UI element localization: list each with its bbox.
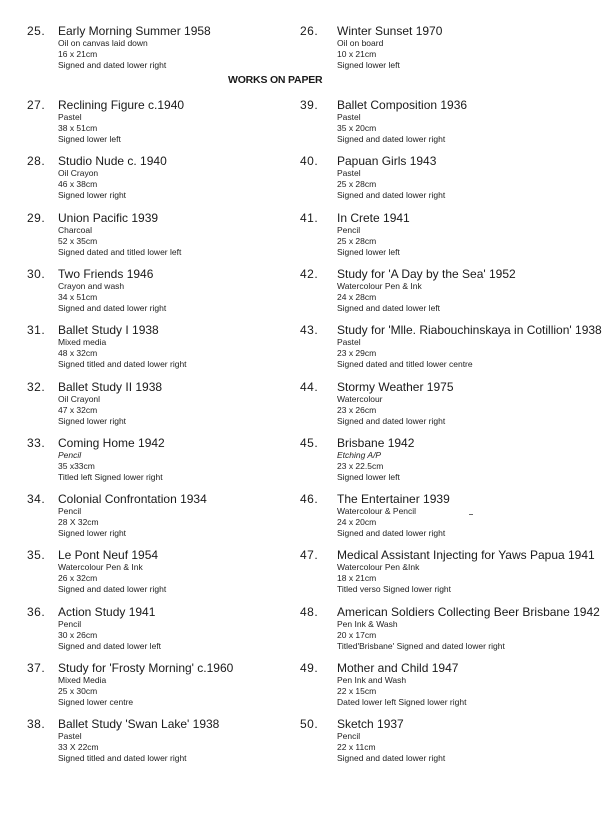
entry-title: Ballet Study II 1938 bbox=[58, 380, 163, 394]
entry-details bbox=[58, 98, 184, 145]
entry-details bbox=[337, 492, 450, 539]
entry-details bbox=[337, 211, 410, 258]
entry-size: 35 x 20cm bbox=[337, 123, 377, 133]
entry-medium: Etching A/P bbox=[337, 450, 382, 460]
entry-number: 33. bbox=[27, 436, 46, 450]
entry-medium: Pencil bbox=[337, 731, 361, 741]
entry-title: Colonial Confrontation 1934 bbox=[58, 492, 207, 506]
entry-inscription: Signed titled and dated lower right bbox=[58, 359, 187, 369]
entry-title: Sketch 1937 bbox=[337, 717, 404, 731]
entry-inscription: Signed lower left bbox=[337, 247, 400, 257]
entry-size: 26 x 32cm bbox=[58, 573, 98, 583]
entry-title: Winter Sunset 1970 bbox=[337, 24, 443, 38]
entry-size: 16 x 21cm bbox=[58, 49, 98, 59]
entry-title: In Crete 1941 bbox=[337, 211, 410, 225]
entry-number: 42. bbox=[300, 267, 319, 281]
entry-title: Ballet Study 'Swan Lake' 1938 bbox=[58, 717, 220, 731]
entry-medium: Pastel bbox=[337, 168, 361, 178]
entry-size: 20 x 17cm bbox=[337, 630, 377, 640]
entry-medium: Oil Crayonl bbox=[58, 394, 101, 404]
entry-title: Ballet Study I 1938 bbox=[58, 323, 159, 337]
entry-size: 18 x 21cm bbox=[337, 573, 377, 583]
section-heading: WORKS ON PAPER bbox=[228, 74, 323, 86]
entry-title: American Soldiers Collecting Beer Brisbane 1942 bbox=[337, 605, 600, 619]
entry-details bbox=[337, 436, 414, 483]
entry-size: 24 x 28cm bbox=[337, 292, 377, 302]
entry-number: 30. bbox=[27, 267, 46, 281]
entry-inscription: Signed lower left bbox=[337, 472, 400, 482]
entry-size: 48 x 32cm bbox=[58, 348, 98, 358]
entry-details bbox=[58, 323, 187, 370]
entry-inscription: Signed and dated lower right bbox=[337, 416, 446, 426]
entry-medium: Watercolour bbox=[337, 394, 383, 404]
entry-inscription: Signed and dated lower left bbox=[58, 641, 162, 651]
entry-inscription: Signed and dated lower left bbox=[337, 303, 441, 313]
entry-medium: Watercolour Pen & Ink bbox=[58, 562, 143, 572]
entry-size: 22 x 15cm bbox=[337, 686, 377, 696]
entry-medium: Oil on canvas laid down bbox=[58, 38, 148, 48]
entry-title: Studio Nude c. 1940 bbox=[58, 154, 167, 168]
entry-details bbox=[337, 605, 600, 652]
entry-title: Ballet Composition 1936 bbox=[337, 98, 468, 112]
entry-medium: Pen Ink & Wash bbox=[337, 619, 398, 629]
entry-details bbox=[337, 98, 467, 145]
entry-medium: Pencil bbox=[337, 225, 361, 235]
entry-details bbox=[337, 323, 602, 370]
entry-inscription: Signed and dated lower right bbox=[337, 190, 446, 200]
entry-title: Early Morning Summer 1958 bbox=[58, 24, 211, 38]
entry-medium: Pencil bbox=[58, 506, 82, 516]
entry-inscription: Signed dated and titled lower centre bbox=[337, 359, 473, 369]
entry-title: Medical Assistant Injecting for Yaws Papua 1941 bbox=[337, 548, 595, 562]
entry-details bbox=[58, 661, 233, 708]
entry-title: Mother and Child 1947 bbox=[337, 661, 459, 675]
entry-size: 30 x 26cm bbox=[58, 630, 98, 640]
entry-title: Le Pont Neuf 1954 bbox=[58, 548, 159, 562]
entry-medium: Watercolour Pen &Ink bbox=[337, 562, 420, 572]
entry-number: 40. bbox=[300, 154, 319, 168]
entry-size: 23 x 29cm bbox=[337, 348, 377, 358]
entry-number: 47. bbox=[300, 548, 319, 562]
entry-medium: Pen Ink and Wash bbox=[337, 675, 407, 685]
entry-number: 46. bbox=[300, 492, 319, 506]
entry-number: 31. bbox=[27, 323, 46, 337]
entry-details bbox=[58, 211, 181, 258]
entry-inscription: Signed and dated lower right bbox=[58, 303, 167, 313]
entry-inscription: Signed lower right bbox=[58, 416, 127, 426]
entry-number: 27. bbox=[27, 98, 46, 112]
entry-medium: Oil Crayon bbox=[58, 168, 99, 178]
entry-medium: Mixed Media bbox=[58, 675, 107, 685]
entry-inscription: Signed and dated lower right bbox=[58, 584, 167, 594]
entry-inscription: Dated lower left Signed lower right bbox=[337, 697, 467, 707]
entry-details bbox=[58, 154, 167, 201]
entry-title: The Entertainer 1939 bbox=[337, 492, 450, 506]
entry-number: 38. bbox=[27, 717, 46, 731]
entry-medium: Watercolour & Pencil bbox=[337, 506, 417, 516]
entry-size: 38 x 51cm bbox=[58, 123, 98, 133]
entry-details bbox=[337, 548, 595, 595]
entry-title: Two Friends 1946 bbox=[58, 267, 154, 281]
entry-size: 25 x 30cm bbox=[58, 686, 98, 696]
entry-number: 45. bbox=[300, 436, 319, 450]
entry-number: 39. bbox=[300, 98, 319, 112]
entry-number: 36. bbox=[27, 605, 46, 619]
entry-size: 47 x 32cm bbox=[58, 405, 98, 415]
entry-title: Study for 'Frosty Morning' c.1960 bbox=[58, 661, 234, 675]
entry-inscription: Signed and dated lower right bbox=[337, 528, 446, 538]
entry-inscription: Titled'Brisbane' Signed and dated lower right bbox=[337, 641, 505, 651]
entry-size: 23 x 22.5cm bbox=[337, 461, 384, 471]
entry-number: 32. bbox=[27, 380, 46, 394]
entry-size: 34 x 51cm bbox=[58, 292, 98, 302]
entry-inscription: Signed and dated lower right bbox=[58, 60, 167, 70]
entry-number: 48. bbox=[300, 605, 319, 619]
entry-size: 22 x 11cm bbox=[337, 742, 376, 752]
entry-medium: Pastel bbox=[337, 337, 361, 347]
entry-number: 41. bbox=[300, 211, 319, 225]
entry-inscription: Signed lower right bbox=[58, 190, 127, 200]
entry-number: 43. bbox=[300, 323, 319, 337]
entry-medium: Charcoal bbox=[58, 225, 93, 235]
entry-number: 44. bbox=[300, 380, 319, 394]
entry-inscription: Signed lower left bbox=[337, 60, 400, 70]
entry-details bbox=[58, 267, 166, 314]
entry-inscription: Signed and dated lower right bbox=[337, 753, 446, 763]
entry-inscription: Titled left Signed lower right bbox=[58, 472, 163, 482]
entry-number: 29. bbox=[27, 211, 46, 225]
entry-size: 23 x 26cm bbox=[337, 405, 377, 415]
entry-title: Stormy Weather 1975 bbox=[337, 380, 454, 394]
entry-medium: Pastel bbox=[58, 112, 82, 122]
entry-size: 25 x 28cm bbox=[337, 179, 377, 189]
entry-title: Study for 'A Day by the Sea' 1952 bbox=[337, 267, 516, 281]
entry-number: 49. bbox=[300, 661, 319, 675]
entry-medium: Pastel bbox=[337, 112, 361, 122]
entry-size: 46 x 38cm bbox=[58, 179, 98, 189]
entry-size: 33 X 22cm bbox=[58, 742, 99, 752]
entry-number: 37. bbox=[27, 661, 46, 675]
entry-number: 26. bbox=[300, 24, 319, 38]
scan-mark bbox=[469, 514, 473, 515]
entry-details bbox=[337, 661, 466, 708]
entry-inscription: Signed lower centre bbox=[58, 697, 134, 707]
entry-title: Union Pacific 1939 bbox=[58, 211, 159, 225]
entry-title: Reclining Figure c.1940 bbox=[58, 98, 185, 112]
entry-details bbox=[58, 24, 211, 71]
entry-title: Papuan Girls 1943 bbox=[337, 154, 437, 168]
entry-title: Coming Home 1942 bbox=[58, 436, 165, 450]
entry-number: 50. bbox=[300, 717, 319, 731]
entry-title: Brisbane 1942 bbox=[337, 436, 415, 450]
entry-inscription: Titled verso Signed lower right bbox=[337, 584, 452, 594]
entry-details bbox=[58, 380, 162, 427]
entry-details bbox=[58, 717, 219, 764]
entry-details bbox=[58, 492, 207, 539]
entry-number: 25. bbox=[27, 24, 46, 38]
entry-details bbox=[337, 267, 516, 314]
entry-number: 28. bbox=[27, 154, 46, 168]
entry-size: 28 X 32cm bbox=[58, 517, 99, 527]
entry-medium: Pastel bbox=[58, 731, 82, 741]
entry-details bbox=[337, 154, 445, 201]
entry-medium: Pencil bbox=[58, 450, 82, 460]
entry-number: 35. bbox=[27, 548, 46, 562]
entry-medium: Oil on board bbox=[337, 38, 384, 48]
entry-inscription: Signed lower left bbox=[58, 134, 121, 144]
entry-size: 35 x33cm bbox=[58, 461, 95, 471]
entry-size: 25 x 28cm bbox=[337, 236, 377, 246]
entry-details bbox=[337, 380, 454, 427]
entry-number: 34. bbox=[27, 492, 46, 506]
entry-title: Study for 'Mlle. Riabouchinskaya in Cotillion' 1938 bbox=[337, 323, 602, 337]
entry-details bbox=[337, 24, 442, 71]
entry-medium: Watercolour Pen & Ink bbox=[337, 281, 422, 291]
entry-medium: Mixed media bbox=[58, 337, 107, 347]
entry-medium: Pencil bbox=[58, 619, 82, 629]
entry-size: 52 x 35cm bbox=[58, 236, 98, 246]
entry-inscription: Signed lower right bbox=[58, 528, 127, 538]
entry-medium: Crayon and wash bbox=[58, 281, 125, 291]
entry-details bbox=[337, 717, 445, 764]
entry-inscription: Signed titled and dated lower right bbox=[58, 753, 187, 763]
entry-title: Action Study 1941 bbox=[58, 605, 156, 619]
entry-details bbox=[58, 605, 161, 652]
entry-details bbox=[58, 548, 166, 595]
entry-inscription: Signed dated and titled lower left bbox=[58, 247, 182, 257]
entry-size: 24 x 20cm bbox=[337, 517, 377, 527]
entry-inscription: Signed and dated lower right bbox=[337, 134, 446, 144]
entry-details bbox=[58, 436, 165, 483]
entry-size: 10 x 21cm bbox=[337, 49, 377, 59]
